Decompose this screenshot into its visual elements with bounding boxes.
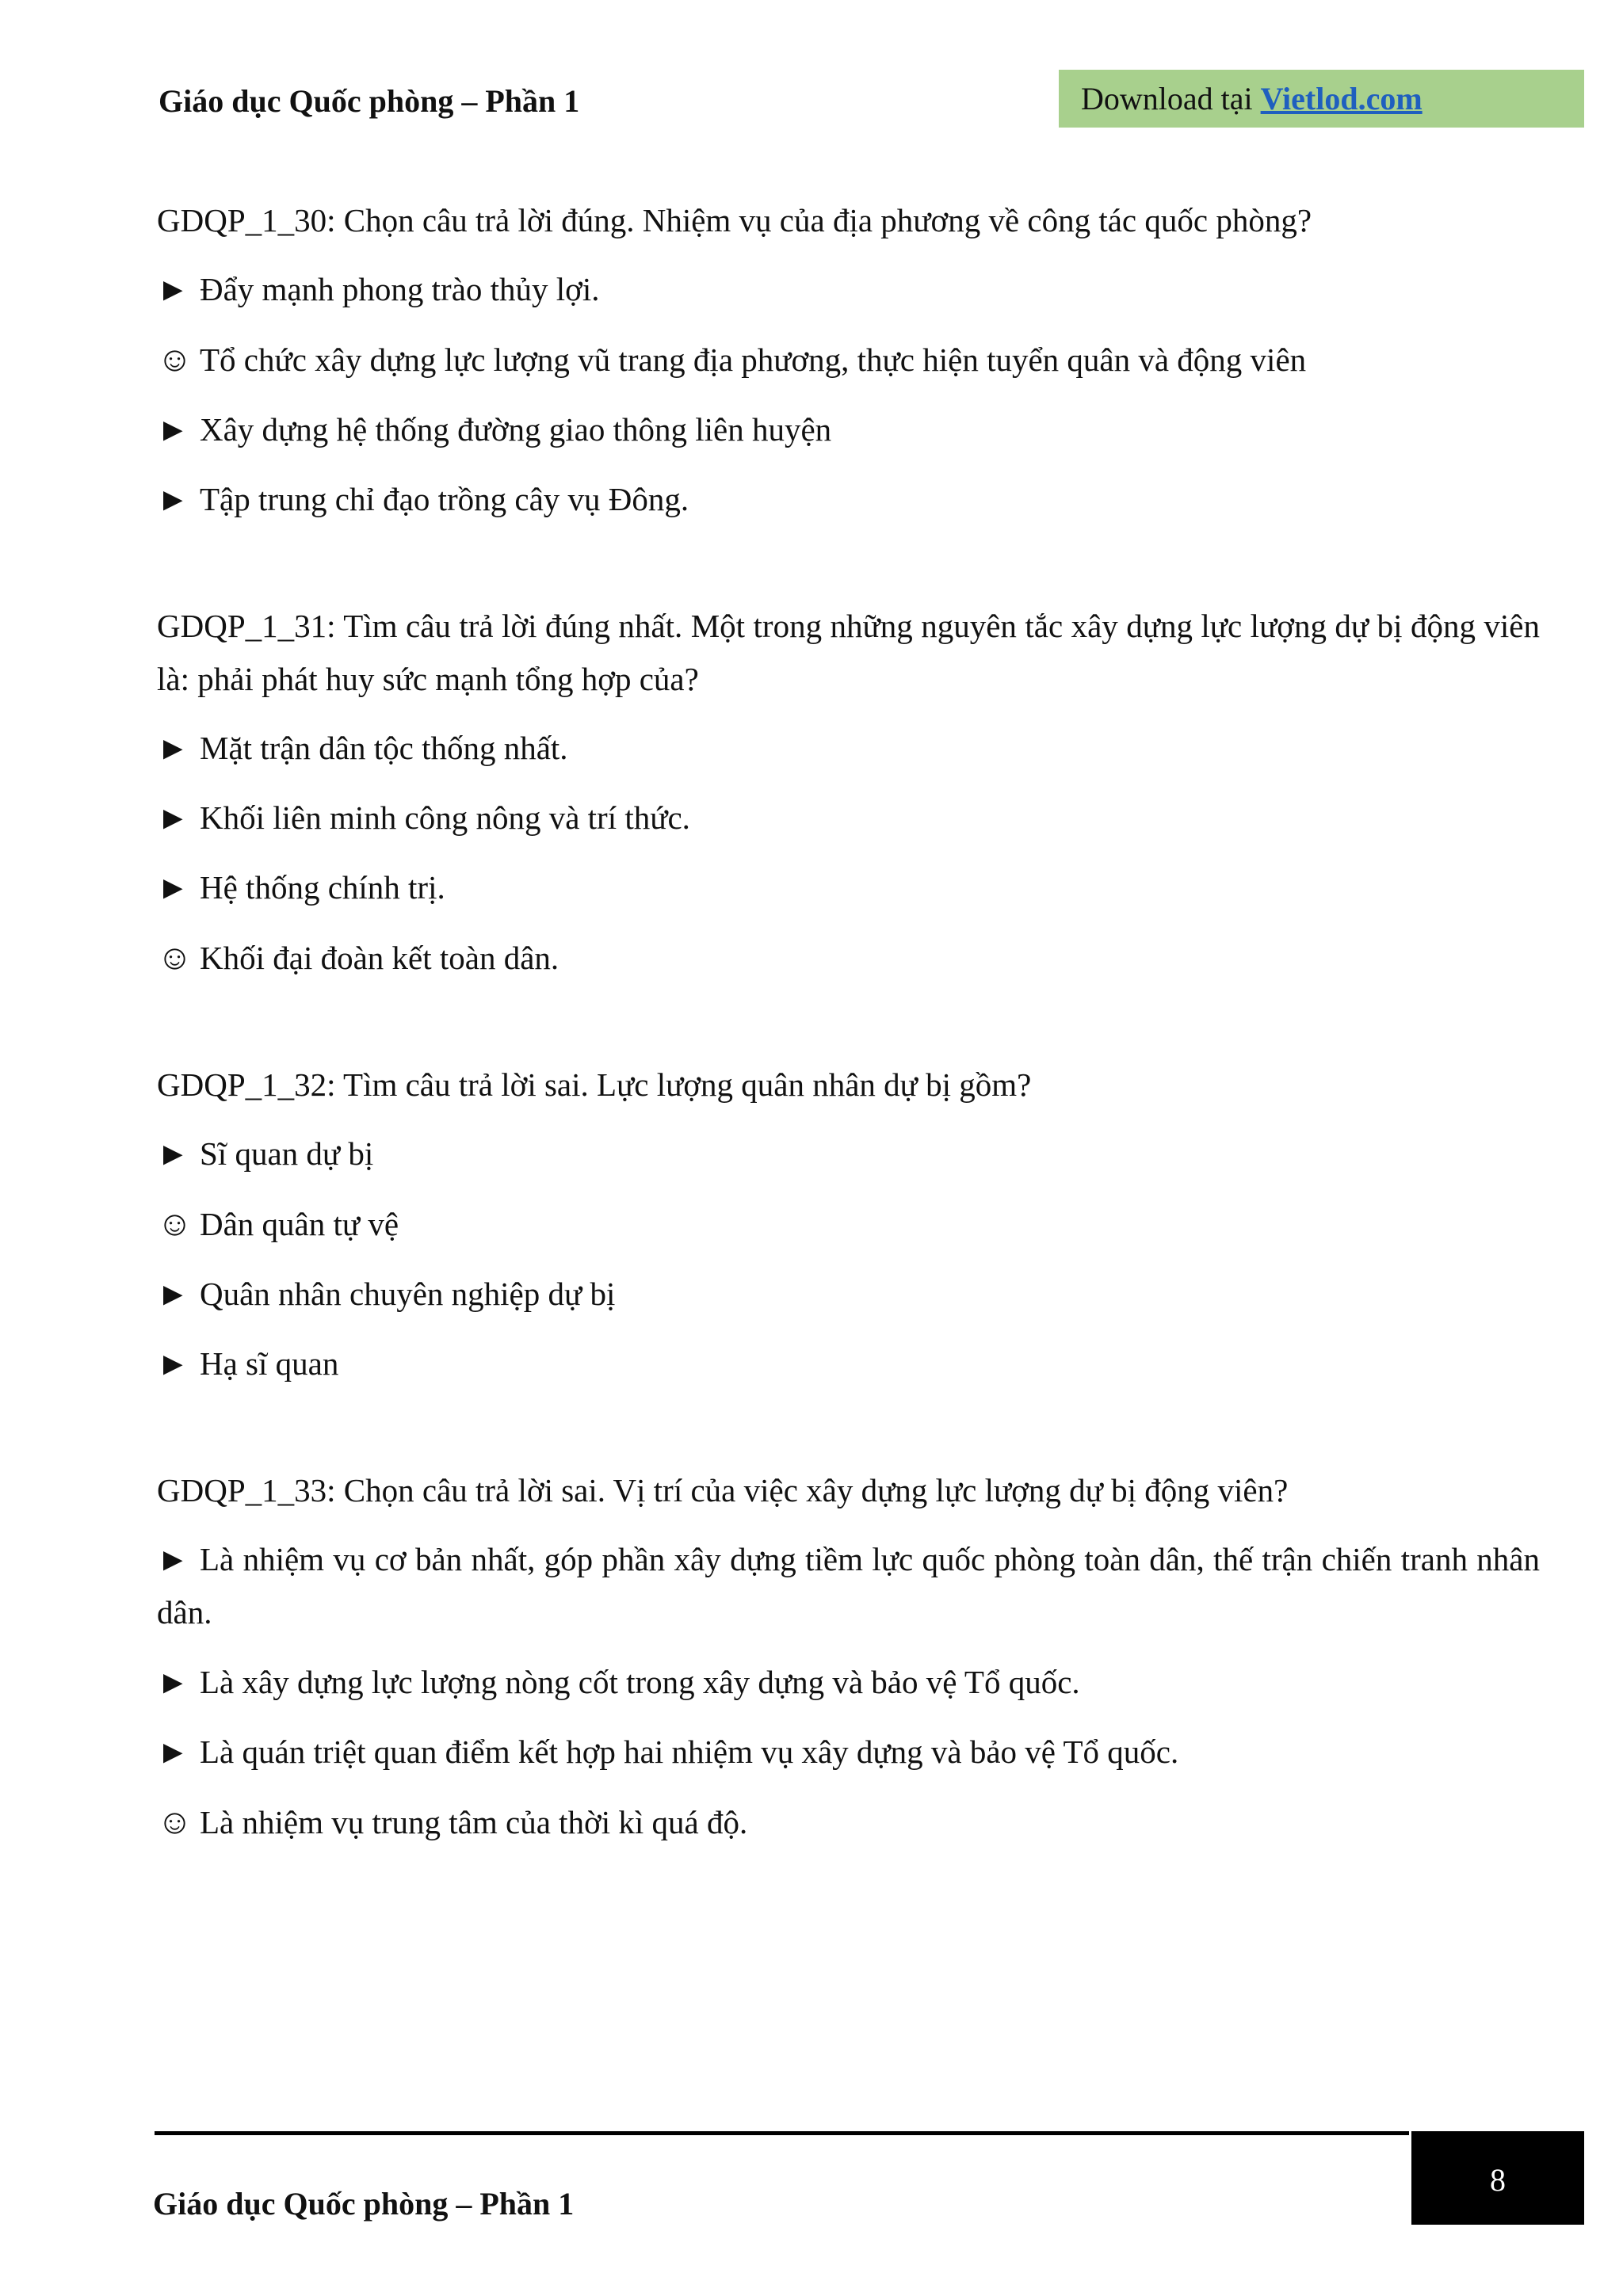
arrow-icon: ►: [157, 1345, 189, 1382]
question-block-30: [157, 194, 1540, 526]
smiley-icon: ☺: [157, 340, 193, 379]
answer-option: [157, 722, 1540, 775]
answer-option: [157, 791, 1540, 845]
answer-option-correct: [157, 1795, 1540, 1849]
smiley-icon: ☺: [157, 1802, 193, 1841]
arrow-icon: ►: [157, 271, 189, 307]
download-banner: [1059, 70, 1584, 128]
answer-text: Xây dựng hệ thống đường giao thông liên huyện: [200, 411, 832, 448]
answer-text: Hạ sĩ quan: [200, 1345, 339, 1382]
answer-option: [157, 263, 1540, 316]
answer-option: [157, 473, 1540, 526]
answer-text: Tập trung chỉ đạo trồng cây vụ Đông.: [200, 481, 689, 517]
answer-option-correct: [157, 931, 1540, 985]
answer-text: Tổ chức xây dựng lực lượng vũ trang địa phương, thực hiện tuyển quân và động viên: [200, 341, 1307, 378]
answer-option-correct: [157, 333, 1540, 387]
answer-option: [157, 1127, 1540, 1180]
download-text: Download tại: [1081, 81, 1261, 116]
answer-option: [157, 861, 1540, 914]
question-text: GDQP_1_33: Chọn câu trả lời sai. Vị trí của việc xây dựng lực lượng dự bị động viên?: [157, 1472, 1289, 1508]
question-text: GDQP_1_32: Tìm câu trả lời sai. Lực lượng quân nhân dự bị gồm?: [157, 1066, 1032, 1103]
arrow-icon: ►: [157, 730, 189, 766]
arrow-icon: ►: [157, 1664, 189, 1700]
header-title: Giáo dục Quốc phòng – Phần 1: [158, 83, 580, 119]
answer-option: [157, 1726, 1540, 1779]
question-text: GDQP_1_31: Tìm câu trả lời đúng nhất. Một trong những nguyên tắc xây dựng lực lượng dự bị động viên là: phải phát huy sức mạnh tổng hợp của?: [157, 608, 1540, 697]
answer-text: Khối liên minh công nông và trí thức.: [200, 799, 690, 836]
answer-option: [157, 403, 1540, 456]
smiley-icon: ☺: [157, 938, 193, 977]
arrow-icon: ►: [157, 1135, 189, 1172]
arrow-icon: ►: [157, 411, 189, 448]
answer-text: Đẩy mạnh phong trào thủy lợi.: [200, 271, 600, 307]
question-block-33: [157, 1464, 1540, 1849]
arrow-icon: ►: [157, 481, 189, 517]
arrow-icon: ►: [157, 869, 189, 906]
footer-title: Giáo dục Quốc phòng – Phần 1: [153, 2186, 575, 2222]
answer-text: Hệ thống chính trị.: [200, 869, 445, 906]
answer-option: [157, 1268, 1540, 1321]
answer-text: Là quán triệt quan điểm kết hợp hai nhiệm vụ xây dựng và bảo vệ Tổ quốc.: [200, 1733, 1179, 1770]
smiley-icon: ☺: [157, 1204, 193, 1243]
answer-text: Là xây dựng lực lượng nòng cốt trong xây dựng và bảo vệ Tổ quốc.: [200, 1664, 1080, 1700]
answer-option-correct: [157, 1197, 1540, 1251]
answer-option: [157, 1656, 1540, 1709]
arrow-icon: ►: [157, 799, 189, 836]
footer-divider: [155, 2131, 1409, 2135]
answer-text: Khối đại đoàn kết toàn dân.: [200, 940, 559, 976]
answer-text: Mặt trận dân tộc thống nhất.: [200, 730, 568, 766]
answer-option: [157, 1533, 1540, 1639]
question-block-32: [157, 1058, 1540, 1390]
answer-text: Là nhiệm vụ trung tâm của thời kì quá độ.: [200, 1804, 748, 1840]
arrow-icon: ►: [157, 1541, 189, 1577]
answer-text: Dân quân tự vệ: [200, 1206, 399, 1242]
answer-text: Quân nhân chuyên nghiệp dự bị: [200, 1276, 616, 1312]
question-block-31: [157, 600, 1540, 985]
question-list: [157, 194, 1540, 1923]
arrow-icon: ►: [157, 1276, 189, 1312]
question-text: GDQP_1_30: Chọn câu trả lời đúng. Nhiệm vụ của địa phương về công tác quốc phòng?: [157, 202, 1312, 238]
answer-option: [157, 1337, 1540, 1390]
answer-text: Là nhiệm vụ cơ bản nhất, góp phần xây dựng tiềm lực quốc phòng toàn dân, thế trận chiến tranh nhân dân.: [157, 1541, 1540, 1630]
page-number: 8: [1411, 2131, 1584, 2225]
arrow-icon: ►: [157, 1733, 189, 1770]
answer-text: Sĩ quan dự bị: [200, 1135, 374, 1172]
download-link[interactable]: Vietlod.com: [1260, 81, 1423, 116]
